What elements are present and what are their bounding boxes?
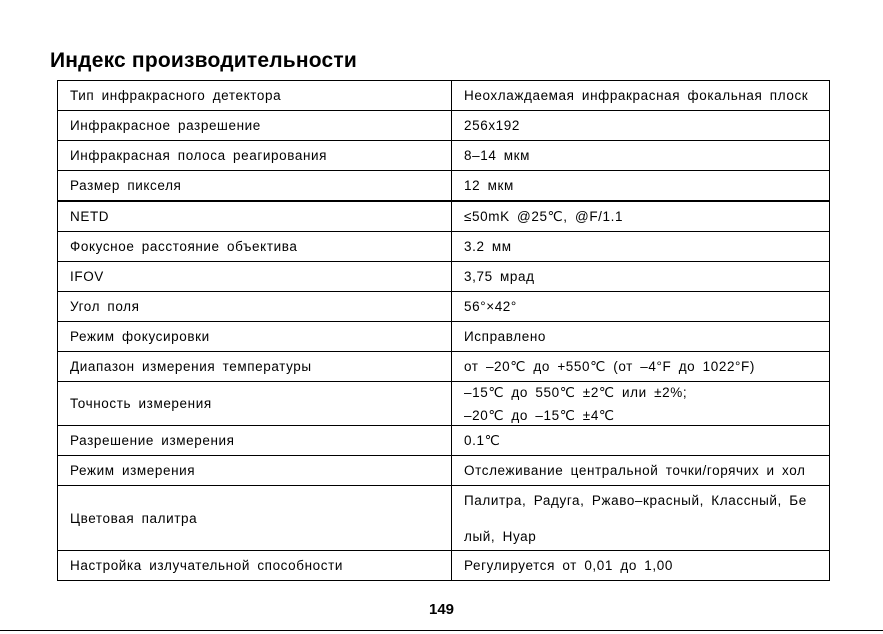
spec-value-line: Палитра, Радуга, Ржаво–красный, Классный, Бе	[464, 492, 807, 508]
spec-param: Тип инфракрасного детектора	[58, 81, 452, 111]
spec-value	[452, 426, 830, 456]
spec-value	[452, 382, 830, 426]
spec-value	[452, 352, 830, 382]
spec-value	[452, 232, 830, 262]
spec-value-line: 8–14 мкм	[464, 148, 531, 163]
spec-value	[452, 456, 830, 486]
spec-value	[452, 551, 830, 581]
spec-param: IFOV	[58, 262, 452, 292]
spec-value	[452, 111, 830, 141]
spec-value	[452, 201, 830, 232]
spec-value	[452, 322, 830, 352]
spec-param: NETD	[58, 201, 452, 232]
spec-value	[452, 171, 830, 202]
table-row	[58, 456, 830, 486]
spec-value-line: лый, Нуар	[464, 528, 537, 544]
spec-value-line: 12 мкм	[464, 178, 514, 193]
table-row	[58, 81, 830, 111]
table-row	[58, 486, 830, 551]
spec-param: Размер пикселя	[58, 171, 452, 202]
spec-value	[452, 486, 830, 551]
spec-value	[452, 292, 830, 322]
spec-param: Разрешение измерения	[58, 426, 452, 456]
table-row	[58, 232, 830, 262]
spec-value	[452, 262, 830, 292]
table-row	[58, 551, 830, 581]
spec-value-line: от –20℃ до +550℃ (от –4°F до 1022°F)	[464, 359, 755, 374]
spec-value-line: ≤50mK @25℃, @F/1.1	[464, 209, 624, 224]
spec-param: Цветовая палитра	[58, 486, 452, 551]
spec-param: Диапазон измерения температуры	[58, 352, 452, 382]
table-row	[58, 111, 830, 141]
table-row	[58, 382, 830, 426]
spec-value-line: 0.1℃	[464, 433, 501, 448]
table-row	[58, 352, 830, 382]
table-row	[58, 141, 830, 171]
spec-value-line: Отслеживание центральной точки/горячих и хол	[464, 463, 806, 478]
spec-value-line: Исправлено	[464, 329, 546, 344]
spec-param: Точность измерения	[58, 382, 452, 426]
spec-value-line: 3,75 мрад	[464, 269, 535, 284]
page-title: Индекс производительности	[50, 49, 357, 72]
table-row	[58, 201, 830, 232]
footer-divider	[0, 630, 883, 631]
spec-table	[57, 80, 830, 581]
spec-value-line: Регулируется от 0,01 до 1,00	[464, 558, 673, 573]
spec-value	[452, 141, 830, 171]
spec-param: Инфракрасная полоса реагирования	[58, 141, 452, 171]
spec-value-line: Неохлаждаемая инфракрасная фокальная плоск	[464, 88, 809, 103]
table-row	[58, 322, 830, 352]
spec-param: Режим измерения	[58, 456, 452, 486]
spec-param: Режим фокусировки	[58, 322, 452, 352]
spec-value	[452, 81, 830, 111]
spec-param: Угол поля	[58, 292, 452, 322]
spec-value-line: 3.2 мм	[464, 239, 512, 254]
spec-value-line: –15℃ до 550℃ ±2℃ или ±2%;	[464, 384, 688, 400]
spec-param: Фокусное расстояние объектива	[58, 232, 452, 262]
spec-value-line: –20℃ до –15℃ ±4℃	[464, 407, 615, 423]
table-row	[58, 171, 830, 202]
spec-param: Настройка излучательной способности	[58, 551, 452, 581]
table-row	[58, 292, 830, 322]
spec-value-line: 256x192	[464, 118, 520, 133]
spec-param: Инфракрасное разрешение	[58, 111, 452, 141]
spec-value-line: 56°×42°	[464, 299, 517, 314]
page-number: 149	[428, 601, 455, 618]
table-row	[58, 426, 830, 456]
table-row	[58, 262, 830, 292]
